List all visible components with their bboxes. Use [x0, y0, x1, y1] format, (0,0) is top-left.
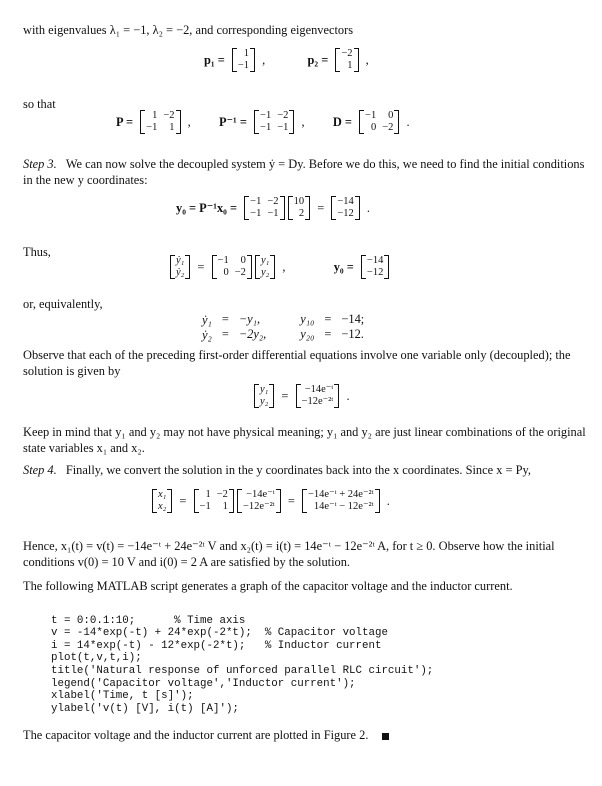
- p2-entry: −2: [341, 48, 353, 59]
- code-line: xlabel('Time, t [s]');: [51, 690, 194, 703]
- keep-in-mind-paragraph: Keep in mind that y₁ and y₂ may not have physical meaning; y₁ and y₂ are just linear combinations of the original state variables x₁ and x₂.: [23, 425, 586, 455]
- y-solution-vector-2: [237, 489, 281, 513]
- matrix-entry: −1: [250, 196, 262, 207]
- ic-lhs: y₁₀: [300, 312, 315, 326]
- matrix-entry: −2: [234, 267, 246, 278]
- vector-entry: −14: [366, 255, 384, 266]
- P-matrix-2: [194, 489, 234, 513]
- step4-text: Finally, we convert the solution in the y coordinates back into the x coordinates. Since x = Py,: [65, 463, 531, 477]
- vector-entry: −14e⁻ᵗ: [246, 489, 275, 500]
- ic-lhs: y₂₀: [300, 327, 315, 341]
- matrix-entry: 1: [152, 110, 158, 121]
- eq-lhs: ẏ₁: [202, 312, 212, 327]
- matrix-entry: −1: [267, 208, 279, 219]
- code-line: ylabel('v(t) [V], i(t) [A]');: [51, 702, 239, 715]
- vector-entry: ẏ₂: [176, 267, 185, 278]
- qed-square-icon: [382, 733, 389, 740]
- y0-vector: [331, 196, 359, 220]
- Pinv-matrix: [254, 110, 294, 134]
- matrix-entry: −1: [260, 122, 272, 133]
- vector-entry: ẏ₁: [176, 255, 185, 266]
- matrix-entry: −2: [216, 489, 228, 500]
- matrix-entry: 0: [223, 267, 229, 278]
- p1-label: p₁ =: [204, 52, 225, 67]
- p2-label: p₂ =: [307, 52, 329, 67]
- y-solution-equation: y₁ y₂ = −14e⁻ᵗ −12e⁻²ᵗ .: [254, 384, 354, 408]
- vector-entry: −12: [337, 208, 354, 219]
- ic-rhs: −12.: [341, 327, 364, 341]
- step4-label: Step 4.: [23, 463, 57, 477]
- vector-entry: y₂: [260, 396, 269, 407]
- vector-entry: 14e⁻ᵗ − 12e⁻²ᵗ: [313, 501, 374, 512]
- ic-rhs: −14;: [341, 312, 365, 326]
- vector-entry: −12e⁻²ᵗ: [301, 396, 334, 407]
- matrix-entry: 0: [370, 122, 377, 133]
- matrix-entry: 0: [240, 255, 246, 266]
- step3-text: We can now solve the decoupled system ẏ = Dy. Before we do this, we need to find the initial conditions in the new y coordinates:: [23, 157, 585, 187]
- matrix-entry: 1: [205, 489, 211, 500]
- code-line: t = 0:0.1:10; % Time axis: [51, 614, 246, 627]
- P-label: P =: [116, 114, 134, 129]
- vector-entry: y₂: [260, 267, 270, 278]
- vector-entry: 10: [293, 196, 305, 207]
- vector-entry: −12e⁻²ᵗ: [242, 501, 275, 512]
- matrix-definitions: P = 1 −2 −1 1 , P⁻¹ = −1 −2 −1 −1 , D = −1 0 0 −2 .: [116, 110, 410, 133]
- observe-paragraph: Observe that each of the preceding first-order differential equations involve one variable only (decoupled); the solution is given by: [23, 348, 571, 378]
- p2-entry: 1: [347, 60, 353, 71]
- matrix-entry: −2: [277, 110, 289, 121]
- vector-entry: −12: [366, 267, 384, 278]
- matrix-entry: −1: [217, 255, 229, 266]
- decoupled-system-equation: ẏ₁ ẏ₂ = −1 0 0 −2 y₁ y₂ , y₀ = −14 −12: [170, 255, 389, 279]
- matrix-entry: −1: [277, 122, 289, 133]
- y0-Pinv-matrix: [244, 196, 284, 220]
- y-vector-sol: [254, 384, 274, 408]
- x-vector: [152, 489, 172, 513]
- code-line: legend('Capacitor voltage','Inductor current');: [51, 677, 356, 690]
- p1-vector: [232, 48, 255, 72]
- matrix-entry: 0: [388, 110, 394, 121]
- D-label: D =: [332, 114, 352, 129]
- p1-entry: 1: [243, 48, 250, 59]
- closing-text: The capacitor voltage and the inductor current are plotted in Figure 2.: [23, 728, 369, 742]
- y-solution-vector: [296, 384, 340, 408]
- p2-vector: [335, 48, 358, 72]
- vector-entry: y₁: [260, 384, 269, 395]
- vector-entry: −14: [337, 196, 354, 207]
- matlab-code: [51, 602, 433, 728]
- matrix-entry: −2: [382, 122, 394, 133]
- matrix-entry: −1: [199, 501, 211, 512]
- thus-text: Thus,: [23, 245, 51, 259]
- scalar-equations: [198, 312, 368, 342]
- y0-label-2: y₀ =: [333, 259, 354, 274]
- Pinv-label: P⁻¹ =: [218, 115, 247, 129]
- closing-paragraph: [23, 727, 586, 743]
- vector-entry: x₂: [158, 501, 167, 512]
- eigenvector-equation: p₁ = 1 −1 , p₂ = −2 1 ,: [204, 48, 369, 71]
- P-matrix: [140, 110, 180, 134]
- equivalently-text: or, equivalently,: [23, 297, 103, 311]
- ydot-vector: [170, 255, 190, 279]
- vector-entry: y₁: [260, 255, 270, 266]
- matlab-intro: The following MATLAB script generates a graph of the capacitor voltage and the inductor current.: [23, 579, 513, 593]
- code-line: title('Natural response of unforced parallel RLC circuit');: [51, 664, 434, 677]
- x-solution-vector: [302, 489, 380, 513]
- y-vector: [255, 255, 275, 279]
- initial-condition-equation: y₀ = P⁻¹x₀ = −1 −2 −1 −1 10 2 = −14 −12 .: [176, 196, 370, 219]
- y0-vector-2: [361, 255, 389, 279]
- scalar-equation-row: ẏ₁ = −y₁, y₁₀ = −14;: [198, 312, 368, 327]
- hence-paragraph: Hence, x₁(t) = v(t) = −14e⁻ᵗ + 24e⁻²ᵗ V and x₂(t) = i(t) = 14e⁻ᵗ − 12e⁻²ᵗ A, for t ≥ 0. Observe how the initial conditions v(0) = 10 V and i(0) = 2 A are satisfied by the solution.: [23, 539, 555, 569]
- code-line: i = 14*exp(-t) - 12*exp(-2*t); % Inductor current: [51, 639, 382, 652]
- so-that-text: so that: [23, 97, 56, 111]
- step3-paragraph: [23, 156, 586, 188]
- eq-rhs: −2y₂,: [238, 327, 267, 341]
- matrix-entry: −1: [365, 110, 377, 121]
- code-line: v = -14*exp(-t) + 24*exp(-2*t); % Capacitor voltage: [51, 627, 388, 640]
- matrix-entry: −1: [260, 110, 272, 121]
- p1-entry: −1: [237, 60, 250, 71]
- vector-entry: 2: [298, 208, 305, 219]
- x-solution-equation: x₁ x₂ = 1 −2 −1 1 −14e⁻ᵗ −12e⁻²ᵗ = −14e⁻ᵗ + 24e⁻²ᵗ 14e⁻ᵗ − 12e⁻²ᵗ .: [152, 489, 394, 513]
- matrix-entry: −2: [267, 196, 279, 207]
- matrix-entry: −2: [163, 110, 175, 121]
- eq-lhs: ẏ₂: [202, 327, 212, 342]
- step3-label: Step 3.: [23, 157, 57, 171]
- code-line: plot(t,v,t,i);: [51, 652, 142, 665]
- D-matrix-2: [212, 255, 252, 279]
- matrix-entry: −1: [146, 122, 158, 133]
- x0-vector: [288, 196, 311, 220]
- vector-entry: x₁: [158, 489, 167, 500]
- step4-paragraph: [23, 462, 586, 478]
- y0-label: y₀ = P⁻¹x₀ =: [176, 201, 238, 215]
- vector-entry: −14e⁻ᵗ + 24e⁻²ᵗ: [308, 489, 374, 500]
- eq-rhs: −y₁,: [238, 312, 261, 326]
- matrix-entry: 1: [169, 122, 175, 133]
- scalar-equation-row: ẏ₂ = −2y₂, y₂₀ = −12.: [198, 327, 368, 342]
- matrix-entry: −1: [250, 208, 262, 219]
- eigenvalues-text: with eigenvalues λ₁ = −1, λ₂ = −2, and corresponding eigenvectors: [23, 23, 354, 37]
- matrix-entry: 1: [222, 501, 228, 512]
- vector-entry: −14e⁻ᵗ: [304, 384, 334, 395]
- D-matrix: [359, 110, 399, 134]
